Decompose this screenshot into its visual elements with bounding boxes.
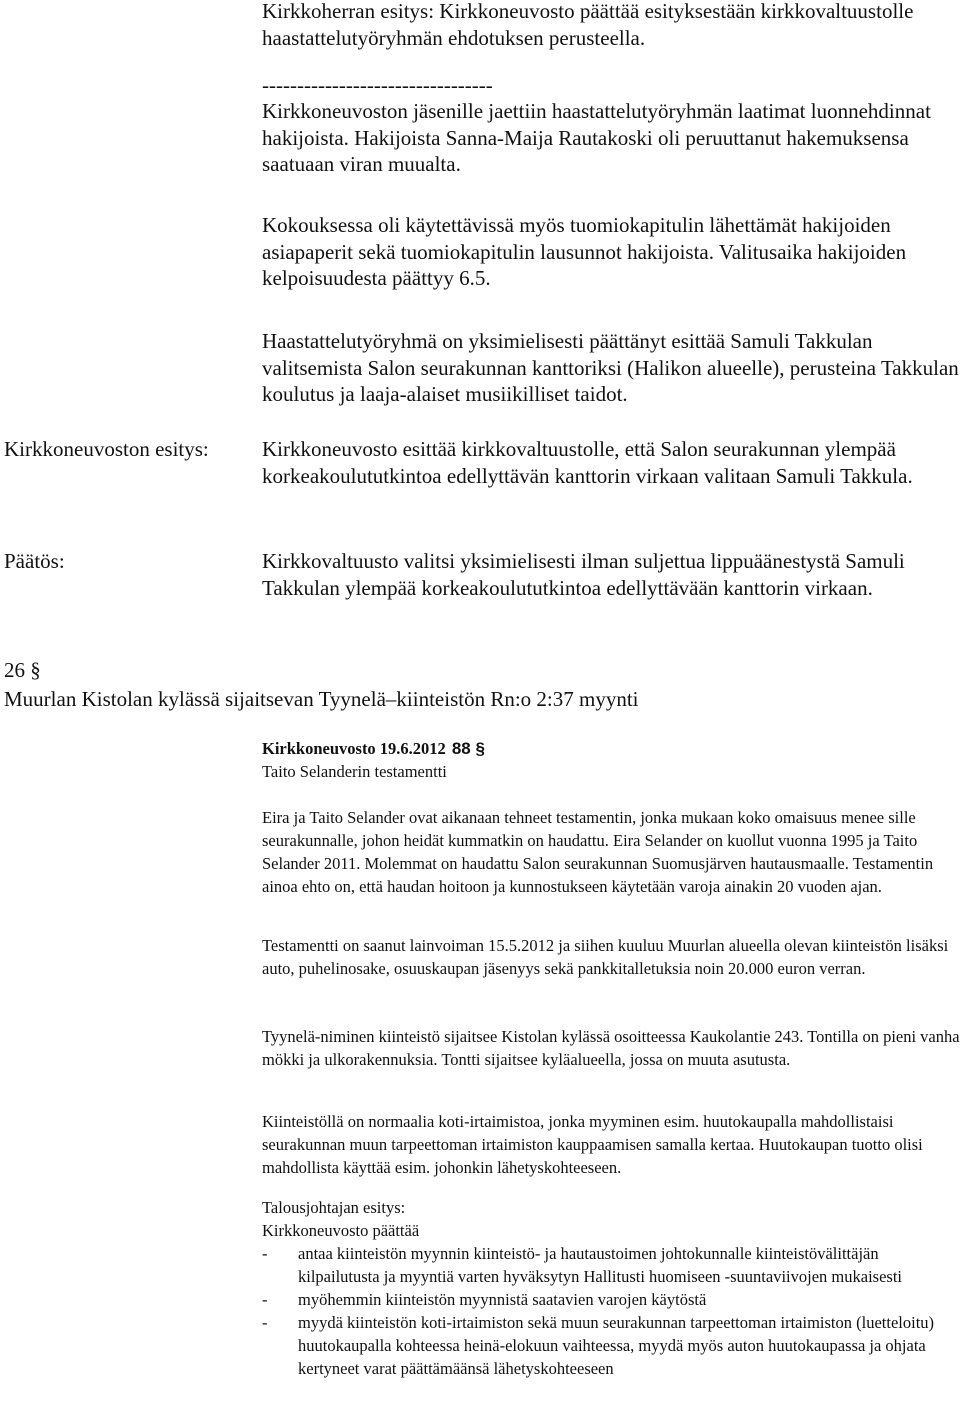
finance-label: Talousjohtajan esitys: <box>262 1198 406 1217</box>
reference-line <box>262 737 485 760</box>
proposal-text: Kirkkoneuvosto esittää kirkkovaltuustolle, että Salon seurakunnan ylempää korkeakoulututkintoa edellyttävän kanttorin virkaan valitaan Samuli Takkula. <box>262 437 913 488</box>
section-number: 26 § <box>4 658 41 682</box>
section-title: Muurlan Kistolan kylässä sijaitsevan Tyynelä–kiinteistön Rn:o 2:37 myynti <box>4 687 639 711</box>
decision-text: Kirkkovaltuusto valitsi yksimielisesti ilman suljettua lippuäänestystä Samuli Takkulan ylempää korkeakoulututkintoa edellyttävään kanttorin virkaan. <box>262 549 905 600</box>
proposal-label: Kirkkoneuvoston esitys: <box>4 437 209 461</box>
reference-subtitle: Taito Selanderin testamentti <box>262 762 447 781</box>
list-item <box>262 1288 960 1311</box>
paragraph-applicant-summaries: Kirkkoneuvoston jäsenille jaettiin haastattelutyöryhmän laatimat luonnehdinnat hakijoista. Hakijoista Sanna-Maija Rautakoski oli peruuttanut hakemuksensa saatuaan viran muualta. <box>262 99 931 176</box>
list-item-text: myydä kiinteistön koti-irtaimiston sekä muun seurakunnan tarpeettoman irtaimiston (luetteloitu) huutokaupalla kohteessa heinä-elokuun vaihteessa, myydä myös auton huutokaupassa ja ohjata kertyneet varat päättämäänsä lähetyskohteeseen <box>298 1313 935 1378</box>
separator-line: --------------------------------- <box>262 73 493 97</box>
finance-list <box>262 1242 960 1380</box>
list-dash: - <box>262 1244 268 1263</box>
paragraph-vicar-proposal: Kirkkoherran esitys: Kirkkoneuvosto päättää esityksestään kirkkovaltuustolle haastattelutyöryhmän ehdotuksen perusteella. <box>262 0 914 50</box>
paragraph-testament: Eira ja Taito Selander ovat aikanaan tehneet testamentin, jonka mukaan koko omaisuus menee sille seurakunnalle, johon heidät kummatkin on haudattu. Eira Selander on kuollut vuonna 1995 ja Taito Selander 2011. Molemmat on haudattu Salon seurakunnan Suomusjärven hautausmaalle. Testamentin ainoa ehto on, että haudan hoitoon ja kunnostukseen käytetään varoja ainakin 20 vuoden ajan. <box>262 808 934 896</box>
paragraph-interview-group: Haastattelutyöryhmä on yksimielisesti päättänyt esittää Samuli Takkulan valitsemista Salon seurakunnan kanttoriksi (Halikon alueelle), perusteina Takkulan koulutus ja laaja-alaiset musiikilliset taidot. <box>262 329 959 406</box>
decision-label: Päätös: <box>4 549 65 573</box>
list-item-text: antaa kiinteistön myynnin kiinteistö- ja hautaustoimen johtokunnalle kiinteistövälittäjän kilpailutusta ja myyntiä varten hyväksytyn Hallitusti huomiseen -suuntaviivojen mukaisesti <box>298 1244 902 1286</box>
reference-block <box>262 737 485 783</box>
paragraph-property: Tyynelä-niminen kiinteistö sijaitsee Kistolan kylässä osoitteessa Kaukolantie 243. Tontilla on pieni vanha mökki ja ulkorakennuksia. Tontti sijaitsee kyläalueella, jossa on muuta asutusta. <box>262 1027 960 1069</box>
paragraph-meeting-documents: Kokouksessa oli käytettävissä myös tuomiokapitulin lähettämät hakijoiden asiapaperit sekä tuomiokapitulin lausunnot hakijoista. Valitusaika hakijoiden kelpoisuudesta päättyy 6.5. <box>262 213 907 290</box>
reference-number: 88 § <box>451 739 485 758</box>
list-dash: - <box>262 1290 268 1309</box>
paragraph-legal-effect: Testamentti on saanut lainvoiman 15.5.2012 ja siihen kuuluu Muurlan alueella olevan kiinteistön lisäksi auto, puhelinosake, osuuskaupan jäsenyys sekä pankkitalletuksia noin 20.000 euron verran. <box>262 936 949 978</box>
list-dash: - <box>262 1313 268 1332</box>
paragraph-movables: Kiinteistöllä on normaalia koti-irtaimistoa, jonka myyminen esim. huutokaupalla mahdollistaisi seurakunnan muun tarpeettoman irtaimiston kauppaamisen samalla kertaa. Huutokaupan tuotto olisi mahdollista käyttää esim. johonkin lähetyskohteeseen. <box>262 1112 923 1177</box>
reference-body: Kirkkoneuvosto 19.6.2012 <box>262 739 446 758</box>
list-item <box>262 1242 960 1288</box>
finance-intro: Kirkkoneuvosto päättää <box>262 1221 420 1240</box>
list-item-text: myöhemmin kiinteistön myynnistä saatavien varojen käytöstä <box>298 1290 707 1309</box>
list-item <box>262 1311 960 1380</box>
